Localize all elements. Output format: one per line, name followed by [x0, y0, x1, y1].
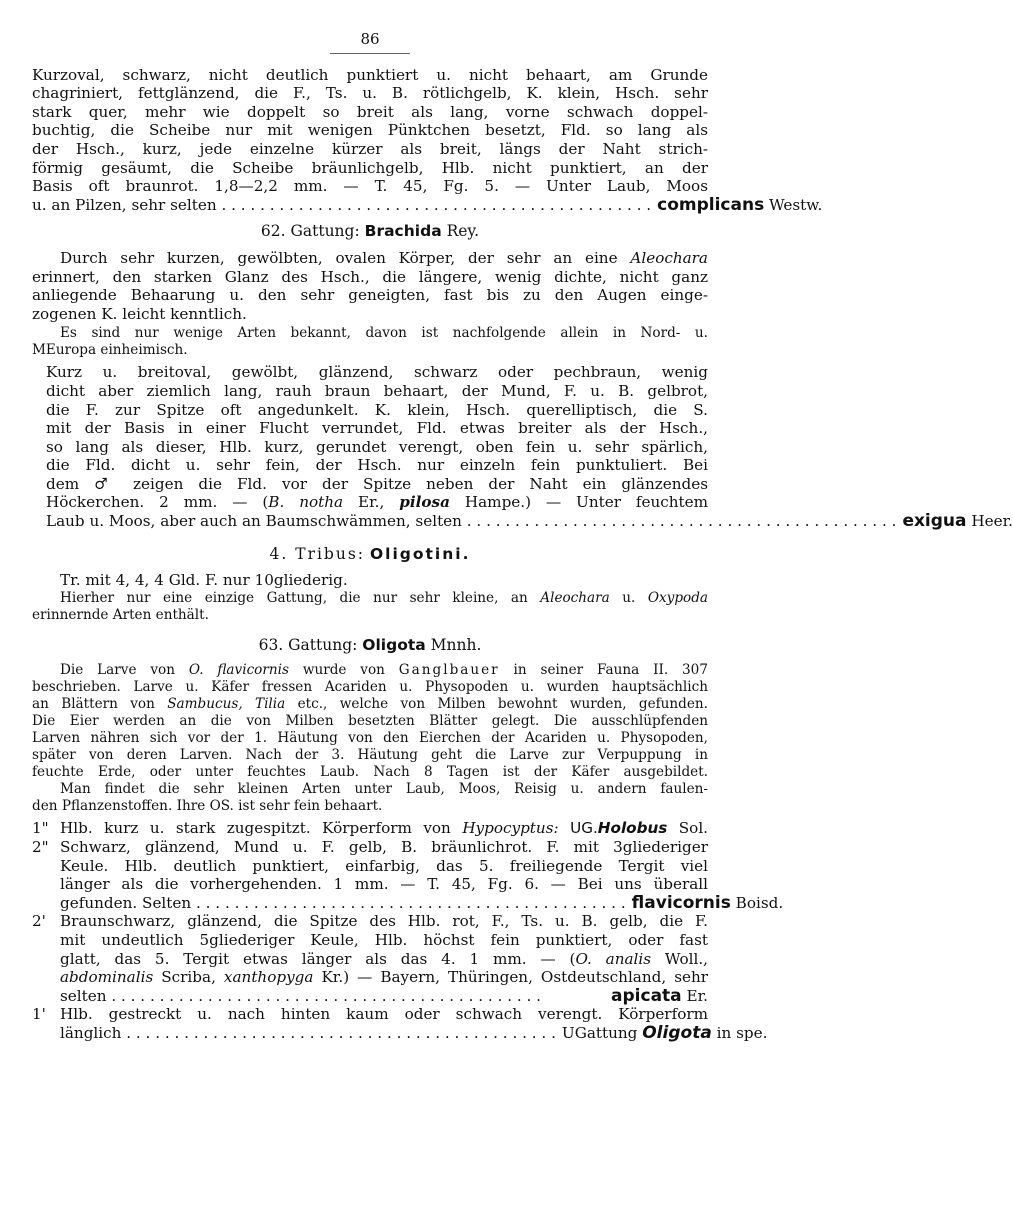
- text-line: die F. zur Spitze oft angedunkelt. K. klein, Hsch. querelliptisch, die S.: [46, 400, 708, 419]
- genus-author: Rey.: [446, 222, 480, 241]
- text-line: erinnernde Arten enthält.: [32, 606, 209, 623]
- text-line: förmig gesäumt, die Scheibe bräunlichgelb, Hlb. nicht punktiert, an der: [32, 158, 708, 177]
- text-line: zogenen K. leicht kenntlich.: [32, 304, 247, 323]
- text-line: dem ♂ zeigen die Fld. vor der Spitze neben der Naht ein glänzendes: [46, 474, 709, 493]
- species-author: Heer.: [971, 512, 1013, 531]
- text-line: mit der Basis in einer Flucht verrundet, Fld. etwas breiter als der Hsch.,: [46, 419, 708, 438]
- leader-text: länglich . . .: [60, 1024, 556, 1043]
- oligota-larva-text: [32, 662, 708, 815]
- species-line: [46, 511, 1013, 532]
- species-name: complicans: [657, 194, 765, 215]
- text-line: feuchte Erde, oder unter feuchtes Laub. Nach 8 Tagen ist der Käfer ausgebildet.: [32, 764, 708, 781]
- leader-text: selten . . .: [60, 987, 605, 1006]
- text-line: Höckerchen. 2 mm. — (B. notha Er., pilosa Hampe.) — Unter feuchtem: [46, 493, 709, 512]
- exigua-description: [32, 363, 1013, 532]
- tribus-description: [32, 571, 708, 590]
- text-line: den Pflanzenstoffen. Ihre OS. ist sehr fein behaart.: [32, 798, 383, 815]
- species-name: apicata: [611, 985, 682, 1006]
- tribus-note: [32, 590, 708, 624]
- text-line: Die Larve von O. flavicornis wurde von Ganglbauer in seiner Fauna II. 307: [60, 662, 708, 679]
- key-line: 1" Hlb. kurz u. stark zugespitzt. Körperform von Hypocyptus: UG.Holobus Sol.: [32, 819, 709, 838]
- species-line: länglich . . . UGattung Oligota in spe.: [60, 1024, 708, 1043]
- species-name: exigua: [902, 511, 967, 532]
- species-line: [32, 194, 823, 215]
- genus-heading-63: [32, 636, 708, 655]
- text-line: Kurz u. breitoval, gewölbt, glänzend, schwarz oder pechbraun, wenig: [46, 363, 708, 382]
- text-line: Basis oft braunrot. 1,8—2,2 mm. — T. 45, Fg. 5. — Unter Laub, Moos: [32, 177, 708, 196]
- complicans-description: [32, 65, 823, 215]
- genus-author: Mnnh.: [430, 635, 482, 654]
- text-line: chagriniert, fettglänzend, die F., Ts. u. B. rötlichgelb, K. klein, Hsch. sehr: [32, 84, 708, 103]
- key-line: 2" Schwarz, glänzend, Mund u. F. gelb, B. bräunlichrot. F. mit 3gliederiger: [32, 838, 708, 857]
- genus-label: 62. Gattung:: [260, 222, 360, 241]
- brachida-note: [32, 325, 708, 359]
- species-key: [32, 819, 784, 1043]
- page-number-rule: [330, 53, 410, 54]
- species-author: Westw.: [769, 195, 823, 214]
- text-line: Kurzoval, schwarz, nicht deutlich punktiert u. nicht behaart, am Grunde: [32, 65, 708, 84]
- text-line: Man findet die sehr kleinen Arten unter Laub, Moos, Reisig u. andern faulen-: [60, 781, 708, 798]
- text-line: Tr. mit 4, 4, 4 Gld. F. nur 10gliederig.: [60, 571, 348, 590]
- text-line: erinnert, den starken Glanz des Hsch., die längere, wenig dichte, nicht ganz: [32, 267, 708, 286]
- species-line: [60, 987, 708, 1006]
- text-line: dicht aber ziemlich lang, rauh braun behaart, der Mund, F. u. B. gelbrot,: [46, 381, 708, 400]
- genus-name: Brachida: [364, 222, 442, 241]
- key-line: 2' Braunschwarz, glänzend, die Spitze des Hlb. rot, F., Ts. u. B. gelb, die F.: [32, 912, 708, 931]
- key-line: Keule. Hlb. deutlich punktiert, einfarbig, das 5. freiliegende Tergit viel: [60, 856, 708, 875]
- text-line: Hierher nur eine einzige Gattung, die nur sehr kleine, an Aleochara u. Oxypoda: [60, 589, 709, 606]
- species-author: Boisd.: [735, 893, 784, 912]
- text-line: Durch sehr kurzen, gewölbten, ovalen Körper, der sehr an eine Aleochara: [60, 248, 708, 267]
- leader-text: gefunden. Selten . . .: [60, 894, 626, 913]
- key-line: länger als die vorhergehenden. 1 mm. — T. 45, Fg. 6. — Bei uns überall: [60, 875, 708, 894]
- key-line: glatt, das 5. Tergit etwas länger als das 4. 1 mm. — (O. analis Woll.,: [60, 949, 708, 968]
- brachida-description: [32, 249, 708, 323]
- text-line: Larven nähren sich vor der 1. Häutung von den Eierchen der Acariden u. Physopoden,: [32, 730, 708, 747]
- species-author: Er.: [686, 986, 708, 1005]
- text-line: beschrieben. Larve u. Käfer fressen Acariden u. Physopoden u. wurden hauptsächlich: [32, 679, 708, 696]
- species-line: [60, 892, 784, 913]
- genus-heading-62: [32, 222, 708, 241]
- text-line: MEuropa einheimisch.: [32, 342, 188, 359]
- key-line: abdominalis Scriba, xanthopyga Kr.) — Bayern, Thüringen, Ostdeutschland, sehr: [60, 968, 709, 987]
- text-line: der Hsch., kurz, jede einzelne kürzer als breit, längs der Naht strich-: [32, 139, 708, 158]
- text-line: an Blättern von Sambucus, Tilia etc., welche von Milben bewohnt wurden, gefunden.: [32, 696, 708, 713]
- male-symbol: ♂: [94, 474, 118, 493]
- key-line: mit undeutlich 5gliederiger Keule, Hlb. höchst fein punktiert, oder fast: [60, 931, 708, 949]
- genus-label: 63. Gattung:: [258, 635, 358, 654]
- tribus-name: Oligotini.: [369, 544, 471, 563]
- leader-text: Laub u. Moos, aber auch an Baumschwämmen, selten . . .: [46, 512, 896, 531]
- species-name: flavicornis: [631, 892, 731, 913]
- text-line: so lang als dieser, Hlb. kurz, gerundet verengt, oben fein u. sehr spärlich,: [46, 437, 708, 456]
- text-line: stark quer, mehr wie doppelt so breit als lang, vorne schwach doppel-: [32, 102, 708, 121]
- tribus-label: 4. Tribus:: [269, 544, 366, 563]
- text-line: die Fld. dicht u. sehr fein, der Hsch. nur einzeln fein punktuliert. Bei: [46, 456, 708, 475]
- text-line: später von deren Larven. Nach der 3. Häutung geht die Larve zur Verpuppung in: [32, 747, 708, 764]
- genus-name: Oligota: [362, 635, 426, 654]
- page-number: 86: [360, 30, 380, 48]
- tribus-heading: [32, 545, 708, 564]
- genus-name: Oligota: [642, 1022, 712, 1043]
- text-line: buchtig, die Scheibe nur mit wenigen Pünktchen besetzt, Fld. so lang als: [32, 121, 708, 140]
- text-line: anliegende Behaarung u. den sehr geneigten, fast bis zu den Augen einge-: [32, 286, 708, 305]
- key-line: 1' Hlb. gestreckt u. nach hinten kaum oder schwach verengt. Körperform: [32, 1005, 708, 1024]
- leader-text: u. an Pilzen, sehr selten . . .: [32, 196, 651, 215]
- text-line: Die Eier werden an die von Milben besetzten Blätter gelegt. Die ausschlüpfenden: [32, 713, 708, 730]
- text-line: Es sind nur wenige Arten bekannt, davon ist nachfolgende allein in Nord- u.: [60, 325, 708, 342]
